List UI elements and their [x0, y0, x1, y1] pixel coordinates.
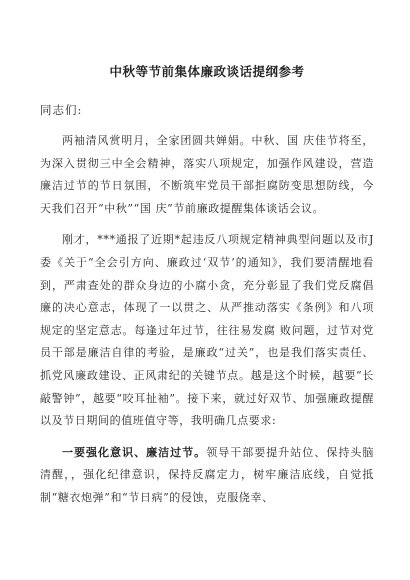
document-title: 中秋等节前集体廉政谈话提纲参考 [109, 64, 305, 79]
salutation: 同志们: [40, 103, 83, 117]
paragraph-1: 两袖清风赏明月，全家团圆共婵娟。中秋、国 庆佳节将至，为深入贯彻三中全会精神，落实八项规定，加强作风建设，营造廉洁过节的节日氛围，不断筑牢党员干部拒腐防变思想防线，今天我们召开“中秋”“国 庆”节前廉政提醒集体谈话会议。 [40, 134, 374, 215]
paragraph-2: 刚才，***通报了近期*起违反八项规定精神典型问题以及市J委《关于“全会引方向、廉政过‘双节’的通知》，我们要清醒地看到，严肃查处的群众身边的小腐小贪，充分彰显了我们党反腐倡廉的决心意志，体现了一以贯之、从严推动落实《条例》和八项规定的坚定意志。每逢过年过节，往往易发腐 败问题，过节对党员干部是廉洁自律的考验，是廉政“过关”，也是我们落实责任、抓党风廉政建设、正风肃纪的关键节点。越是这个时候，越要“长敲警钟”，越要“咬耳扯袖”。接下来，就过好双节、加强廉政提醒以及节日期间的值班值守等，我明确几点要求: [40, 233, 374, 428]
paragraph-3-body: 领导干部要提升站位、保持头脑清醒，，强化纪律意识，保持反腐定力，树牢廉洁底线，自觉抵 制“糖衣炮弹”和“节日病”的侵蚀，克服侥幸、 [40, 445, 374, 504]
paragraph-3-lead: 一要强化意识、廉洁过节。 [62, 445, 207, 459]
paragraph-3 [40, 442, 374, 510]
